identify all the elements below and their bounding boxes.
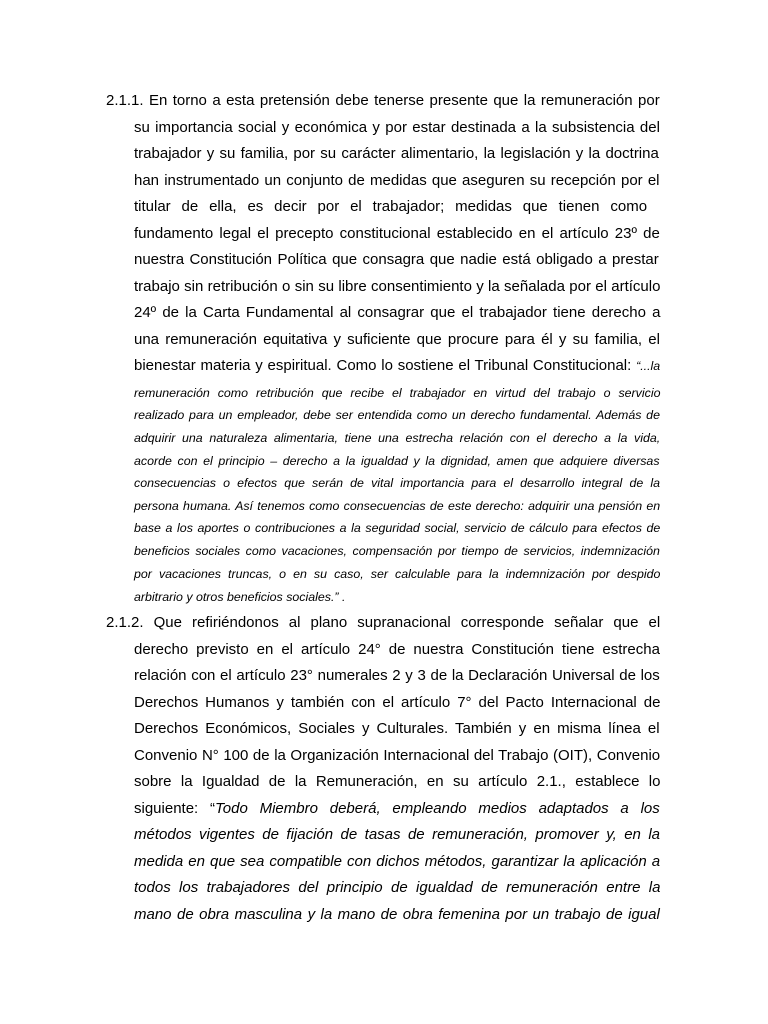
text-line: Convenio N° 100 de la Organización Internacional del Trabajo (OIT), Convenio — [134, 747, 661, 764]
text-line: fundamento legal el precepto constitucional establecido en el artículo 23º de — [134, 225, 660, 242]
italic-segment: Todo Miembro deberá, empleando medios adaptados a los — [215, 800, 660, 817]
quote-line: remuneración como retribución que recibe el trabajador en virtud del trabajo o servicio — [134, 386, 661, 400]
text-segment: siguiente: “ — [134, 800, 215, 817]
quote-segment: “...la — [636, 359, 661, 373]
quote-line: base a los aportes o contribuciones a la seguridad social, servicio de cálculo para efectos de — [134, 521, 661, 535]
italic-line: todos los trabajadores del principio de igualdad de remuneración entre la — [134, 879, 661, 896]
italic-line: mano de obra masculina y la mano de obra femenina por un trabajo de igual — [134, 906, 660, 923]
text-line: una remuneración equitativa y suficiente que procure para él y su familia, el — [134, 331, 660, 348]
quote-line: beneficios sociales como vacaciones, compensación por tiempo de servicios, indemnización — [134, 544, 660, 558]
text-line: su importancia social y económica y por estar destinada a la subsistencia del — [134, 119, 660, 136]
quote-line: consecuencias o efectos que serán de vital importancia para el desarrollo integral de la — [134, 476, 661, 490]
text-line: Derechos Económicos, Sociales y Culturales. También y en misma línea el — [134, 720, 660, 737]
text-line: sobre la Igualdad de la Remuneración, en su artículo 2.1., establece lo — [134, 773, 661, 790]
text-line: relación con el artículo 23° numerales 2 y 3 de la Declaración Universal de los — [134, 667, 660, 684]
text-segment: bienestar materia y espiritual. Como lo sostiene el Tribunal Constitucional: — [134, 357, 637, 374]
quote-line: realizado para un empleador, debe ser entendida como un derecho fundamental. Además de — [134, 408, 660, 422]
text-line: 24º de la Carta Fundamental al consagrar que el trabajador tiene derecho a — [134, 304, 661, 321]
text-line: derecho previsto en el artículo 24° de nuestra Constitución tiene estrecha — [134, 641, 660, 658]
text-line: 2.1.2. Que refiriéndonos al plano supranacional corresponde señalar que el — [106, 614, 661, 631]
quote-line: adquirir una naturaleza alimentaria, tiene una estrecha relación con el derecho a la vida, — [134, 431, 661, 445]
text-line: titular de ella, es decir por el trabajador; medidas que tienen como — [134, 198, 648, 215]
text-line: Derechos Humanos y también con el artículo 7° del Pacto Internacional de — [134, 694, 661, 711]
text-line: trabajador y su familia, por su carácter alimentario, la legislación y la doctrina — [134, 145, 659, 162]
text-line: 2.1.1. En torno a esta pretensión debe tenerse presente que la remuneración por — [106, 92, 660, 109]
text-line: nuestra Constitución Política que consagra que nadie está obligado a prestar — [134, 251, 659, 268]
italic-line: medida en que sea compatible con dichos métodos, garantizar la aplicación a — [134, 853, 661, 870]
text-line-with-quote-start — [134, 357, 660, 375]
text-line: trabajo sin retribución o sin su libre consentimiento y la señalada por el artículo — [134, 278, 661, 295]
quote-line: acorde con el principio – derecho a la igualdad y la dignidad, amen que adquiere diversas — [134, 454, 660, 468]
italic-line: métodos vigentes de fijación de tasas de remuneración, promover y, en la — [134, 826, 660, 843]
quote-line: persona humana. Así tenemos como consecuencias de este derecho: adquirir una pensión en — [134, 499, 661, 513]
quote-line: por vacaciones truncas, o en su caso, ser calculable para la indemnización por despido — [134, 567, 661, 581]
text-line-with-italic — [134, 800, 660, 818]
text-line: han instrumentado un conjunto de medidas que aseguren su recepción por el — [134, 172, 660, 189]
quote-line: arbitrario y otros beneficios sociales.” . — [134, 590, 346, 604]
